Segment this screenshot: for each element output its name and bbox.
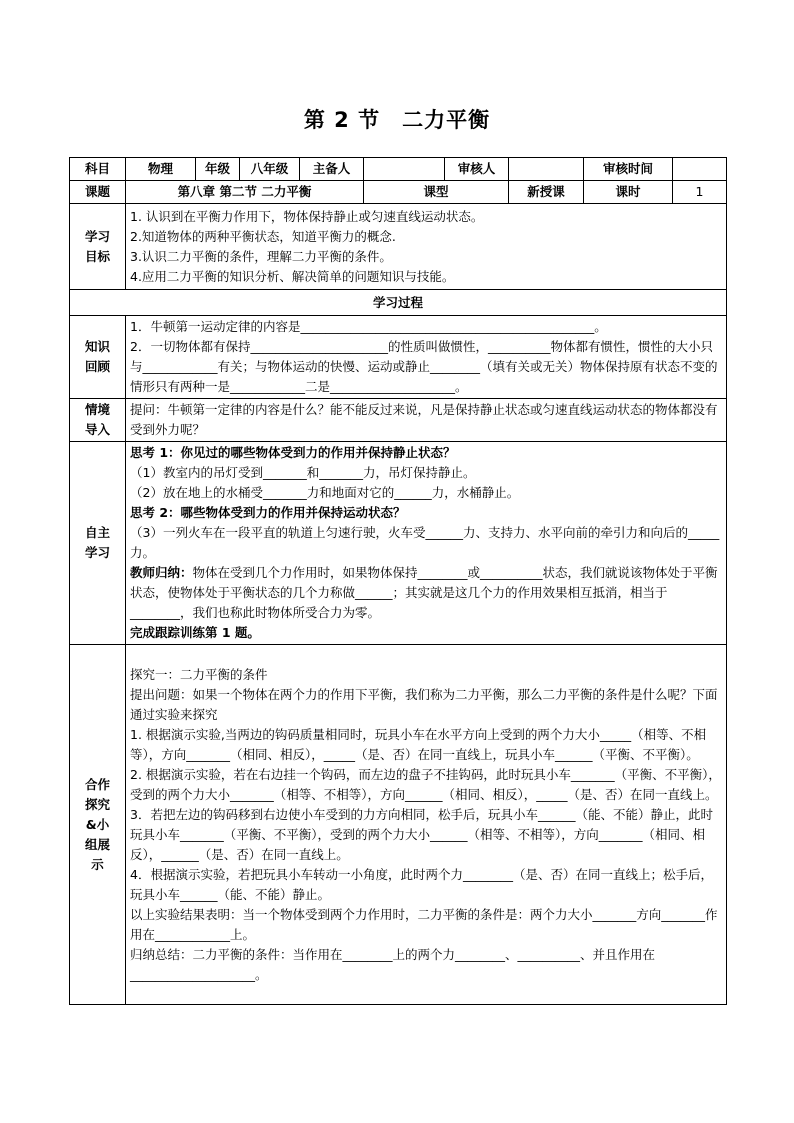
preparer-value — [364, 158, 445, 181]
lesson-plan-table — [69, 157, 727, 1005]
intro-row — [70, 399, 727, 442]
goals-row — [70, 204, 727, 290]
cooperate-conclusion: 以上实验结果表明：当一个物体受到两个力作用时，二力平衡的条件是：两个力大小_______方向_______作用在____________上。 — [130, 906, 718, 942]
reviewer-value — [509, 158, 584, 181]
intro-content — [126, 399, 727, 442]
goal-item: 4.应用二力平衡的知识分析、解决简单的问题知识与技能。 — [130, 268, 455, 284]
hours-value: 1 — [673, 181, 727, 204]
subject-label: 科目 — [70, 158, 126, 181]
think-2: 思考 2：哪些物体受到力的作用并保持运动状态？ — [130, 505, 406, 520]
teacher-summary-text: 物体在受到几个力作用时，如果物体保持________或__________状态，我们就说该物体处于平衡状态，使物体处于平衡状态的几个力称做______；其实就是这几个力的作用效果相互抵消，相当于________，我们也称此时物体所受合力为零。 — [130, 565, 718, 620]
grade-label: 年级 — [196, 158, 240, 181]
cooperate-item: 2. 根据演示实验，若在右边挂一个钩码，而左边的盘子不挂钩码，此时玩具小车_______（平衡、不平衡），受到的两个力大小_______（相等、不相等），方向______（相同、相反），_____（是、否）在同一直线上。 — [130, 766, 721, 802]
subject-value: 物理 — [126, 158, 196, 181]
self-study-content — [126, 442, 727, 645]
review-label: 知识 回顾 — [70, 316, 126, 399]
cooperate-summary: 归纳总结：二力平衡的条件：当作用在________上的两个力________、__________、并且作用在____________________。 — [130, 946, 656, 982]
intro-label: 情境 导入 — [70, 399, 126, 442]
review-time-value — [673, 158, 727, 181]
cooperate-item: 3．若把左边的钩码移到右边使小车受到的力方向相同，松手后，玩具小车______（能、不能）静止，此时玩具小车_______（平衡、不平衡），受到的两个力大小______（相等、不相等），方向_______（相同、相反），______（是、否）在同一直线上。 — [130, 806, 713, 862]
goals-label: 学习 目标 — [70, 204, 126, 290]
review-item: 1．牛顿第一运动定律的内容是_______________________________________________。 — [130, 319, 607, 334]
page-title: 第 2 节 二力平衡 — [303, 108, 491, 132]
self-study-item: （3）一列火车在一段平直的轨道上匀速行驶，火车受______力、支持力、水平向前的牵引力和向后的_____力。 — [130, 525, 720, 560]
cooperate-item: 4．根据演示实验，若把玩具小车转动一小角度，此时两个力________（是、否）在同一直线上；松手后，玩具小车______（能、不能）静止。 — [130, 866, 713, 902]
goal-item: 2.知道物体的两种平衡状态，知道平衡力的概念. — [130, 228, 396, 244]
self-study-row — [70, 442, 727, 645]
cooperate-item: 提出问题：如果一个物体在两个力的作用下平衡，我们称为二力平衡，那么二力平衡的条件是什么呢？下面通过实验来探究 — [130, 686, 718, 722]
cooperate-item: 1. 根据演示实验,当两边的钩码质量相同时，玩具小车在水平方向上受到的两个力大小_____（相等、不相等），方向_______（相同、相反），_____（是、否）在同一直线上，玩具小车______（平衡、不平衡）。 — [130, 726, 707, 762]
type-value: 新授课 — [509, 181, 584, 204]
self-study-item: （1）教室内的吊灯受到_______和_______力，吊灯保持静止。 — [130, 465, 476, 480]
cooperate-label: 合作 探究 &小 组展 示 — [70, 645, 126, 1005]
header-row-1 — [70, 158, 727, 181]
cooperate-content — [126, 645, 727, 1005]
teacher-summary-label: 教师归纳： — [130, 565, 193, 580]
topic-label: 课题 — [70, 181, 126, 204]
self-study-label: 自主 学习 — [70, 442, 126, 645]
type-label: 课型 — [364, 181, 509, 204]
preparer-label: 主备人 — [300, 158, 364, 181]
intro-question: 提问：牛顿第一定律的内容是什么？能不能反过来说，凡是保持静止状态或匀速直线运动状态的物体都没有受到外力呢？ — [130, 402, 718, 437]
goal-item: 1. 认识到在平衡力作用下，物体保持静止或匀速直线运动状态。 — [130, 208, 484, 224]
review-content — [126, 316, 727, 399]
cooperate-row — [70, 645, 727, 1005]
explore-heading: 探究一：二力平衡的条件 — [130, 666, 268, 682]
review-row — [70, 316, 727, 399]
goal-item: 3.认识二力平衡的条件，理解二力平衡的条件。 — [130, 248, 392, 264]
topic-value: 第八章 第二节 二力平衡 — [126, 181, 364, 204]
finish-note: 完成跟踪训练第 1 题。 — [130, 625, 260, 640]
grade-value: 八年级 — [240, 158, 300, 181]
process-heading: 学习过程 — [70, 290, 727, 316]
teacher-summary — [130, 563, 722, 623]
process-heading-row — [70, 290, 727, 316]
self-study-item: （2）放在地上的水桶受_______力和地面对它的______力，水桶静止。 — [130, 485, 520, 500]
hours-label: 课时 — [584, 181, 673, 204]
review-item: 2．一切物体都有保持______________________的性质叫做惯性，__________物体都有惯性，惯性的大小只与____________有关；与物体运动的快慢、运动或静止________（填有关或无关）物体保持原有状态不变的情形只有两种一是____________二是____________________。 — [130, 339, 718, 394]
think-1: 思考 1：你见过的哪些物体受到力的作用并保持静止状态？ — [130, 445, 456, 460]
reviewer-label: 审核人 — [445, 158, 509, 181]
goals-content — [126, 204, 727, 290]
review-time-label: 审核时间 — [584, 158, 673, 181]
header-row-2 — [70, 181, 727, 204]
